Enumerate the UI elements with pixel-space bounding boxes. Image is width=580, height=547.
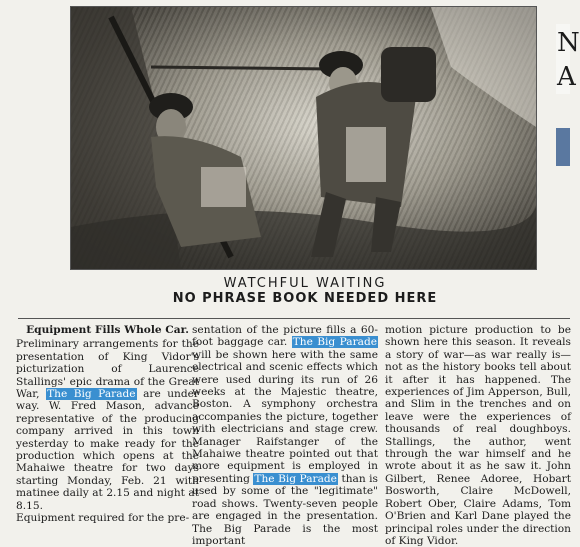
article-column-1 [16, 324, 199, 525]
column2-text-b: will be shown here with the same electrical and scenic effects which were used during its run of 26 weeks at the Majestic theatre, Boston. A symphony orchestra accompanies the picture, together with electricians and stage crew. Manager Raifstanger of the Mahaiwe theatre pointed out that more equipment is employed in presenting [192, 348, 378, 485]
highlighted-title: The Big Parade [292, 336, 377, 349]
news-photo [70, 6, 537, 270]
article-column-3 [385, 324, 571, 547]
column-divider-rule [18, 318, 570, 319]
column2-text-c: than is used by some of the "legitimate" road shows. Twenty-seven people are engaged in the presentation. The Big Parade is the most important [192, 472, 378, 547]
adjacent-page-letter-2: A [557, 62, 576, 92]
highlighted-title: The Big Parade [47, 388, 136, 401]
column2-paragraph-1 [192, 324, 378, 547]
adjacent-page-highlight [556, 128, 570, 166]
article-subheading: Equipment Fills Whole Car. [26, 324, 189, 336]
adjacent-page-letter-1: N [557, 28, 580, 58]
soldiers-in-trench-illustration [71, 7, 536, 269]
photo-caption-line1: WATCHFUL WAITING [223, 276, 387, 291]
article-column-2 [192, 324, 378, 547]
column2-text-a: sentation of the picture fills a 60-foot baggage car. [192, 324, 378, 349]
column1-paragraph-2: Equipment required for the pre- [16, 512, 190, 525]
column3-paragraph-1: motion picture production to be shown here this season. It reveals a story of war—as war really is—not as the history books tell about it after it has happened. The experiences of Jim Apperson, Bull, and Slim in the trenches and on leave were the experiences of thousands of real doughboys. Stallings, the author, went through the war himself and he wrote about it as he saw it. John Gilbert, Renee Adoree, Hobart Bosworth, Claire McDowell, Robert Ober, Claire Adams, Tom O'Brien and Karl Dane played the principal roles under the direction of King Vidor. [385, 324, 571, 547]
column1-text-a: Preliminary arrangements for the presentation of King Vidor's picturization of Laurence Stallings' epic drama of the Great War, [16, 338, 199, 401]
column1-text-b: are under way. W. Fred Mason, advance representative of the producing company arrived in this town yesterday to make ready for the production which opens at the Mahaiwe theatre for two days starting Monday, Feb. 21 with matinee daily at 2.15 and night at 8.15. [16, 388, 199, 512]
photo-caption-line2: NO PHRASE BOOK NEEDED HERE [172, 291, 438, 306]
column1-paragraph-1 [16, 338, 199, 512]
highlighted-title: The Big Parade [254, 472, 337, 485]
